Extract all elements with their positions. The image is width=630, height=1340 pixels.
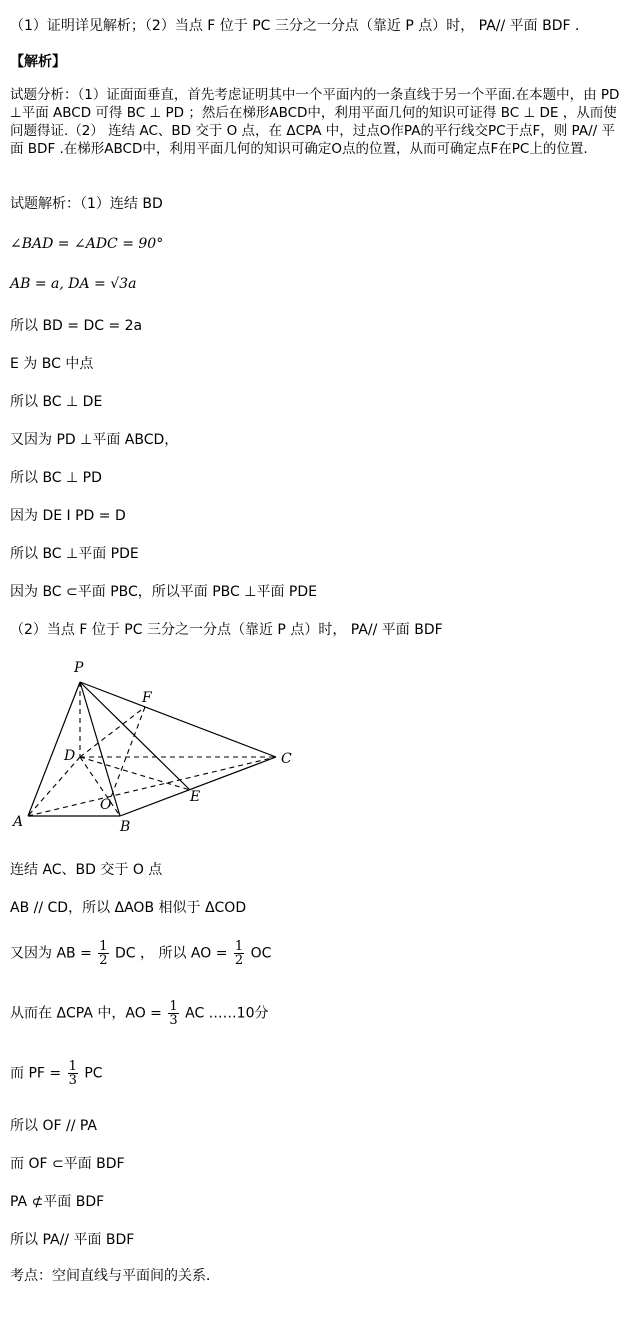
solution-step-9: 所以 BC ⊥平面 PDE bbox=[10, 546, 139, 562]
part2-step-4: 从而在 ΔCPA 中，AO = $\frac{1}{3}$ AC ……10分 bbox=[10, 999, 269, 1028]
answer-line: （1）证明详见解析；（2）当点 F 位于 PC 三分之一分点（靠近 P 点）时， PA// 平面 BDF ． bbox=[10, 18, 590, 34]
part2-step-2: AB // CD，所以 ΔAOB 相似于 ΔCOD bbox=[10, 900, 247, 916]
part2-step-6: 所以 OF // PA bbox=[10, 1118, 97, 1134]
solution-step-8: 因为 DE I PD = D bbox=[10, 508, 126, 524]
solution-step-10: 因为 BC ⊂平面 PBC，所以平面 PBC ⊥平面 PDE bbox=[10, 584, 317, 600]
label-p: P bbox=[74, 660, 84, 676]
label-a: A bbox=[13, 814, 24, 830]
solution-step-5: 所以 BC ⊥ DE bbox=[10, 394, 103, 410]
part2-step-9: 所以 PA// 平面 BDF bbox=[10, 1232, 135, 1248]
label-b: B bbox=[120, 819, 131, 835]
solution-step-4: E 为 BC 中点 bbox=[10, 356, 94, 372]
solution-step-6: 又因为 PD ⊥平面 ABCD， bbox=[10, 432, 179, 448]
kaodian: 考点：空间直线与平面间的关系． bbox=[10, 1268, 220, 1284]
part2-step-3: 又因为 AB = $\frac{1}{2}$ DC ， 所以 AO = $\frac{1}{2}$ OC bbox=[10, 939, 272, 968]
pyramid-figure bbox=[0, 650, 320, 840]
solution-title: 试题解析：（1）连结 BD bbox=[10, 196, 163, 212]
label-d: D bbox=[64, 748, 76, 764]
part2-step-8: PA ⊄平面 BDF bbox=[10, 1194, 105, 1210]
label-f: F bbox=[142, 690, 152, 706]
part2-step-7: 而 OF ⊂平面 BDF bbox=[10, 1156, 125, 1172]
part2-step-1: 连结 AC、BD 交于 O 点 bbox=[10, 862, 163, 878]
solution-step-1: ∠BAD = ∠ADC = 90° bbox=[10, 236, 164, 252]
solution-step-7: 所以 BC ⊥ PD bbox=[10, 470, 102, 486]
solution-step-3: 所以 BD = DC = 2a bbox=[10, 318, 143, 334]
label-o: O bbox=[100, 797, 112, 813]
solution-step-2: AB = a, DA = √3a bbox=[10, 276, 137, 292]
section-label: 【解析】 bbox=[10, 54, 66, 70]
label-e: E bbox=[190, 789, 201, 805]
label-c: C bbox=[281, 751, 292, 767]
part2-statement: （2）当点 F 位于 PC 三分之一分点（靠近 P 点）时， PA// 平面 BDF bbox=[10, 622, 443, 638]
analysis-paragraph: 试题分析：（1）证面面垂直，首先考虑证明其中一个平面内的一条直线于另一个平面.在本题中，由 PD ⊥平面 ABCD 可得 BC ⊥ PD ；然后在梯形ABCD中，利用平面几何的知识可证得 BC ⊥ DE ，从而使问题得证.（2） 连结 AC、BD 交于 O 点，在 ΔCPA 中，过点O作PA的平行线交PC于点F，则 PA// 平面 BDF .在梯形ABCD中，利用平面几何的知识可确定O点的位置，从而可确定点F在PC上的位置. bbox=[10, 87, 620, 157]
part2-step-5: 而 PF = $\frac{1}{3}$ PC bbox=[10, 1059, 103, 1088]
